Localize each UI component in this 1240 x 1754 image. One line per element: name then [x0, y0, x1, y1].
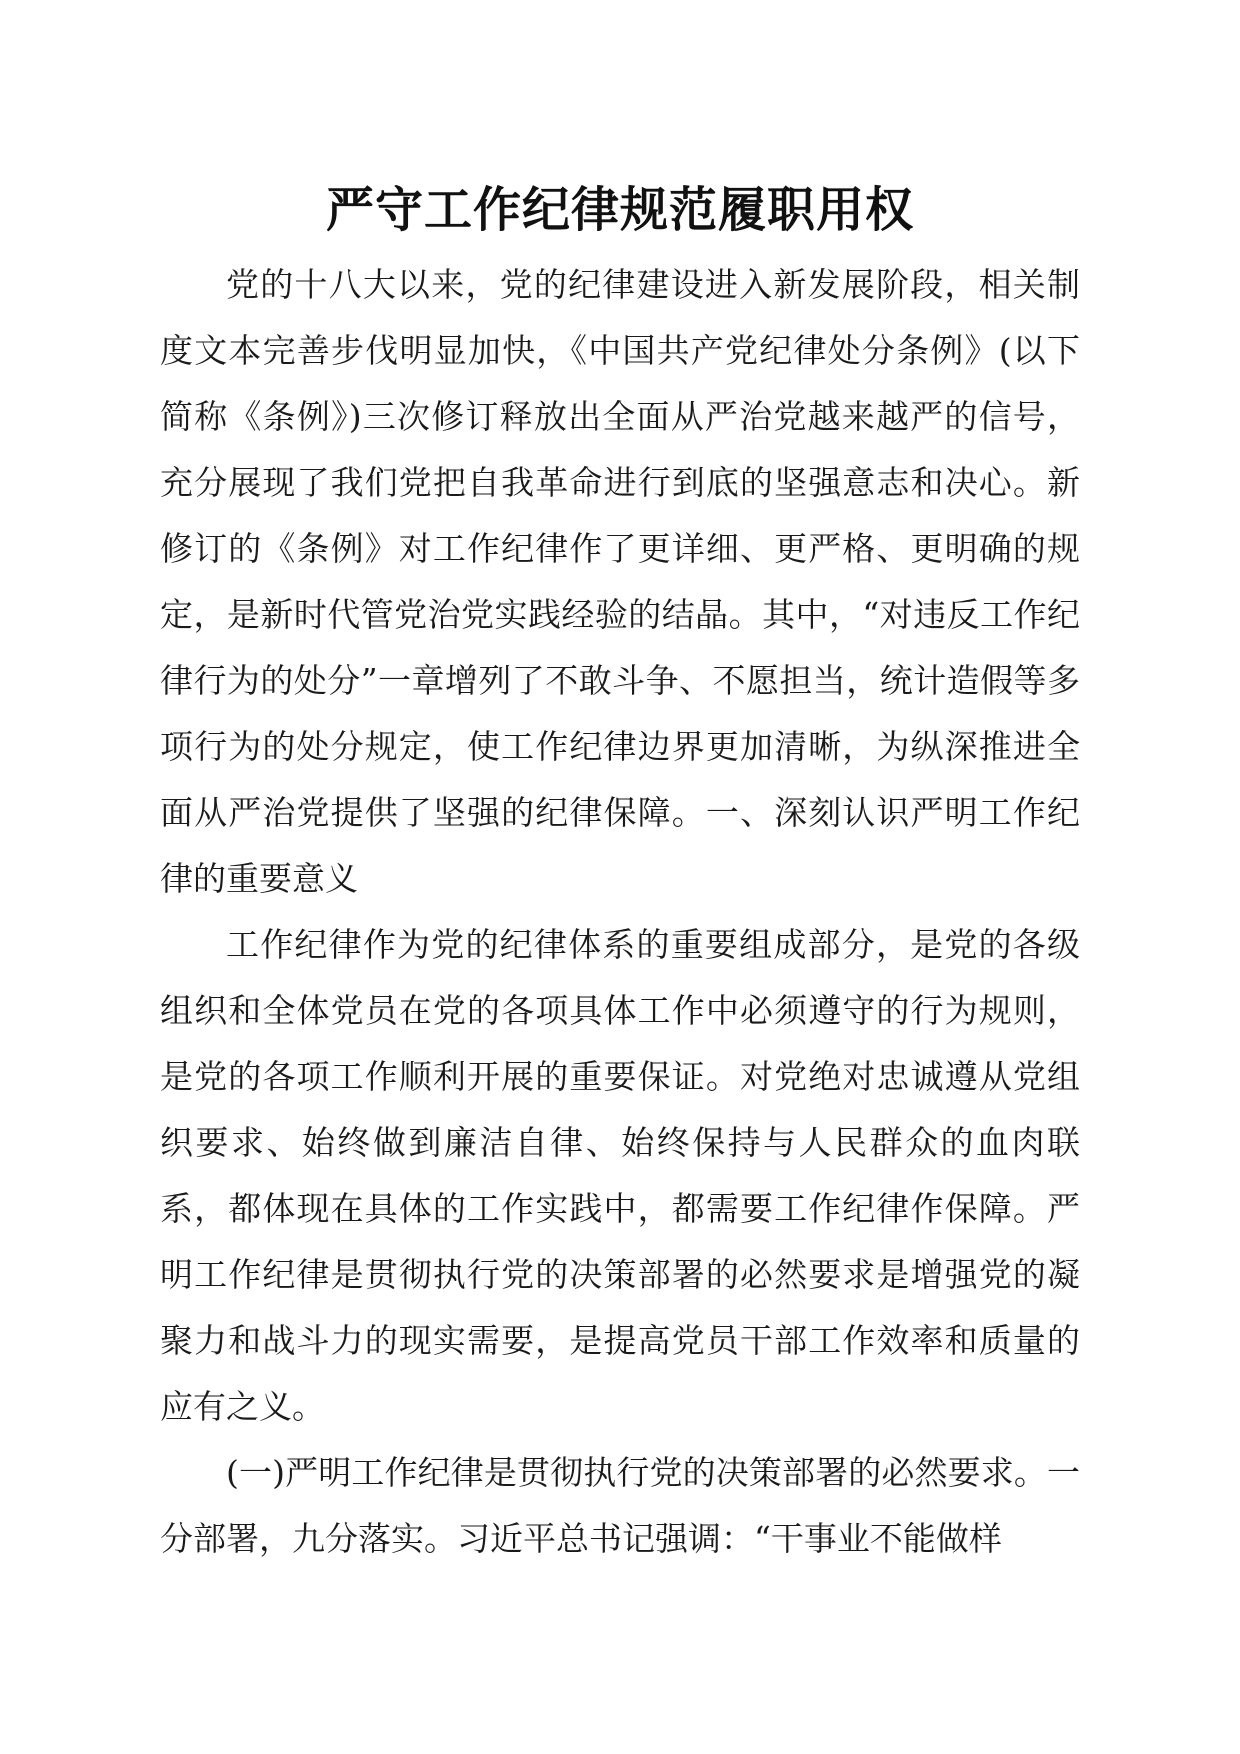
paragraph-3: (一)严明工作纪律是贯彻执行党的决策部署的必然要求。一分部署，九分落实。习近平总书记强调：“干事业不能做样 [160, 1453, 1080, 1558]
document-body [160, 252, 1080, 1572]
paragraph-2: 工作纪律作为党的纪律体系的重要组成部分，是党的各级组织和全体党员在党的各项具体工作中必须遵守的行为规则，是党的各项工作顺利开展的重要保证。对党绝对忠诚遵从党组织要求、始终做到廉洁自律、始终保持与人民群众的血肉联系，都体现在具体的工作实践中，都需要工作纪律作保障。严明工作纪律是贯彻执行党的决策部署的必然要求是增强党的凝聚力和战斗力的现实需要，是提高党员干部工作效率和质量的应有之义。 [160, 925, 1080, 1426]
document-title: 严守工作纪律规范履职用权 [325, 182, 914, 238]
paragraph-1: 党的十八大以来，党的纪律建设进入新发展阶段，相关制度文本完善步伐明显加快，《中国共产党纪律处分条例》(以下简称《条例》)三次修订释放出全面从严治党越来越严的信号，充分展现了我们党把自我革命进行到底的坚强意志和决心。新修订的《条例》对工作纪律作了更详细、更严格、更明确的规定，是新时代管党治党实践经验的结晶。其中，“对违反工作纪律行为的处分”一章增列了不敢斗争、不愿担当，统计造假等多项行为的处分规定，使工作纪律边界更加清晰，为纵深推进全面从严治党提供了坚强的纪律保障。一、深刻认识严明工作纪律的重要意义 [160, 265, 1080, 898]
